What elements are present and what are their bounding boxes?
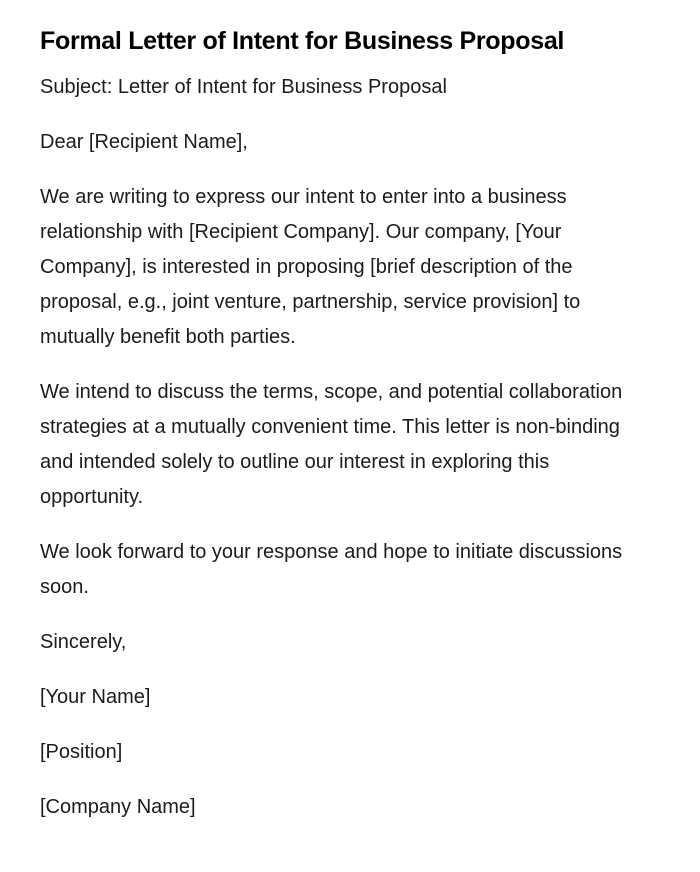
closing: Sincerely,: [40, 631, 127, 653]
signature-position: [Position]: [40, 741, 123, 763]
salutation: Dear [Recipient Name],: [40, 131, 248, 153]
signature-name: [Your Name]: [40, 686, 151, 708]
signature-company: [Company Name]: [40, 796, 196, 818]
body-paragraph-3: We look forward to your response and hope to initiate discussions soon.: [40, 541, 623, 598]
letter-page: [40, 24, 640, 845]
body-paragraph-2: We intend to discuss the terms, scope, and potential collaboration strategies at a mutually convenient time. This letter is non-binding and intended solely to outline our interest in exploring this opportunity.: [40, 381, 623, 508]
body-paragraph-1: We are writing to express our intent to enter into a business relationship with [Recipient Company]. Our company, [Your Company], is interested in proposing [brief description of the proposal, e.g., joint venture, partnership, service provision] to mutually benefit both parties.: [40, 186, 581, 348]
document-title: Formal Letter of Intent for Business Proposal: [40, 27, 565, 55]
subject-line: Subject: Letter of Intent for Business Proposal: [40, 76, 447, 98]
